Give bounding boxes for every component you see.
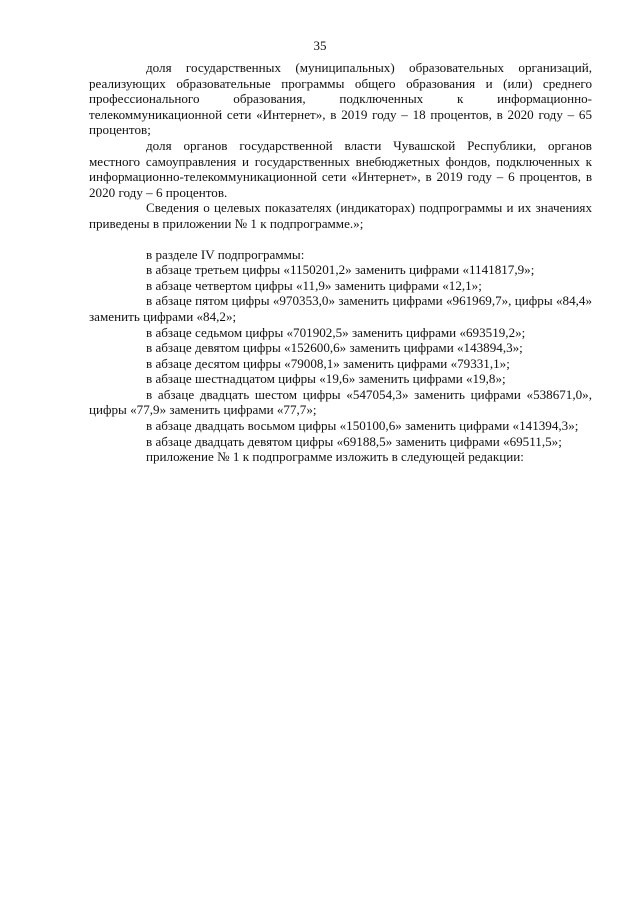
paragraph-amendment: в абзаце шестнадцатом цифры «19,6» заменить цифрами «19,8»; (146, 371, 506, 387)
paragraph-education-orgs-share: доля государственных (муниципальных) образовательных организаций, реализующих образовательные программы общего образования и (или) среднего профессионального образования, подключенных к информационно-телекоммуникационной сети «Интернет», в 2019 году – 18 процентов, в 2020 году – 65 процентов; (89, 60, 592, 138)
paragraph-amendment: в абзаце десятом цифры «79008,1» заменить цифрами «79331,1»; (146, 355, 510, 371)
paragraph-gap (89, 232, 592, 247)
paragraph-indicators-reference: Сведения о целевых показателях (индикаторах) подпрограммы и их значениях приведены в приложении № 1 к подпрограмме.»; (89, 200, 592, 231)
paragraph-government-bodies-share: доля органов государственной власти Чувашской Республики, органов местного самоуправления и государственных внебюджетных фондов, подключенных к информационно-телекоммуникационной сети «Интернет», в 2019 году – 6 процентов, в 2020 году – 6 процентов. (89, 137, 592, 200)
paragraph-amendment: в абзаце двадцать шестом цифры «547054,3» заменить цифрами «538671,0», цифры «77,9» заменить цифрами «77,7»; (89, 386, 592, 418)
paragraph-appendix-statement: приложение № 1 к подпрограмме изложить в следующей редакции: (146, 449, 524, 465)
paragraph-amendment: в абзаце четвертом цифры «11,9» заменить цифрами «12,1»; (146, 277, 482, 293)
paragraph-amendment: в абзаце пятом цифры «970353,0» заменить цифрами «961969,7», цифры «84,4» заменить цифрами «84,2»; (89, 293, 592, 324)
paragraph-amendment: в абзаце седьмом цифры «701902,5» заменить цифрами «693519,2»; (146, 324, 526, 340)
paragraph-amendment: в абзаце девятом цифры «152600,6» заменить цифрами «143894,3»; (146, 340, 523, 356)
document-body (89, 60, 592, 465)
paragraph-section-iv: в разделе IV подпрограммы: (146, 246, 305, 262)
paragraph-amendment: в абзаце двадцать восьмом цифры «150100,6» заменить цифрами «141394,3»; (146, 418, 579, 434)
page-number: 35 (313, 38, 327, 53)
paragraph-amendment: в абзаце двадцать девятом цифры «69188,5» заменить цифрами «69511,5»; (146, 433, 562, 449)
paragraph-amendment: в абзаце третьем цифры «1150201,2» заменить цифрами «1141817,9»; (146, 262, 535, 278)
